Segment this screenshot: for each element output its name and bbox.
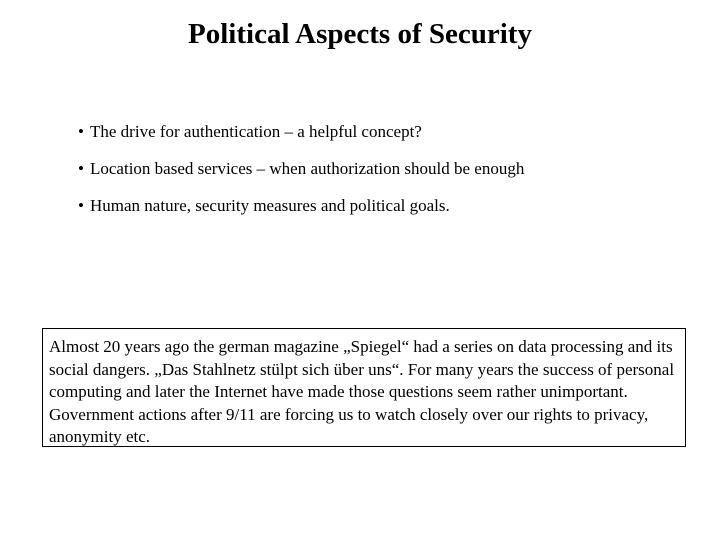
slide-title: Political Aspects of Security	[188, 18, 532, 50]
bullet-item-authentication	[78, 122, 524, 142]
bullet-marker: •	[78, 122, 84, 141]
bullet-marker: •	[78, 159, 84, 178]
bullet-text: Human nature, security measures and political goals.	[90, 196, 450, 215]
bullet-item-human-nature	[78, 196, 524, 216]
bullet-text: Location based services – when authorization should be enough	[90, 159, 525, 178]
bullet-list	[78, 122, 524, 233]
bullet-item-location-services	[78, 159, 524, 179]
note-box	[42, 328, 686, 447]
bullet-marker: •	[78, 196, 84, 215]
note-text: Almost 20 years ago the german magazine „Spiegel“ had a series on data processing and its social dangers. „Das Stahlnetz stülpt sich über uns“. For many years the success of personal computing and later the Internet have made those questions seem rather unimportant. Government actions after 9/11 are forcing us to watch closely over our rights to privacy, anonymity etc.	[49, 337, 675, 446]
bullet-text: The drive for authentication – a helpful concept?	[90, 122, 422, 141]
